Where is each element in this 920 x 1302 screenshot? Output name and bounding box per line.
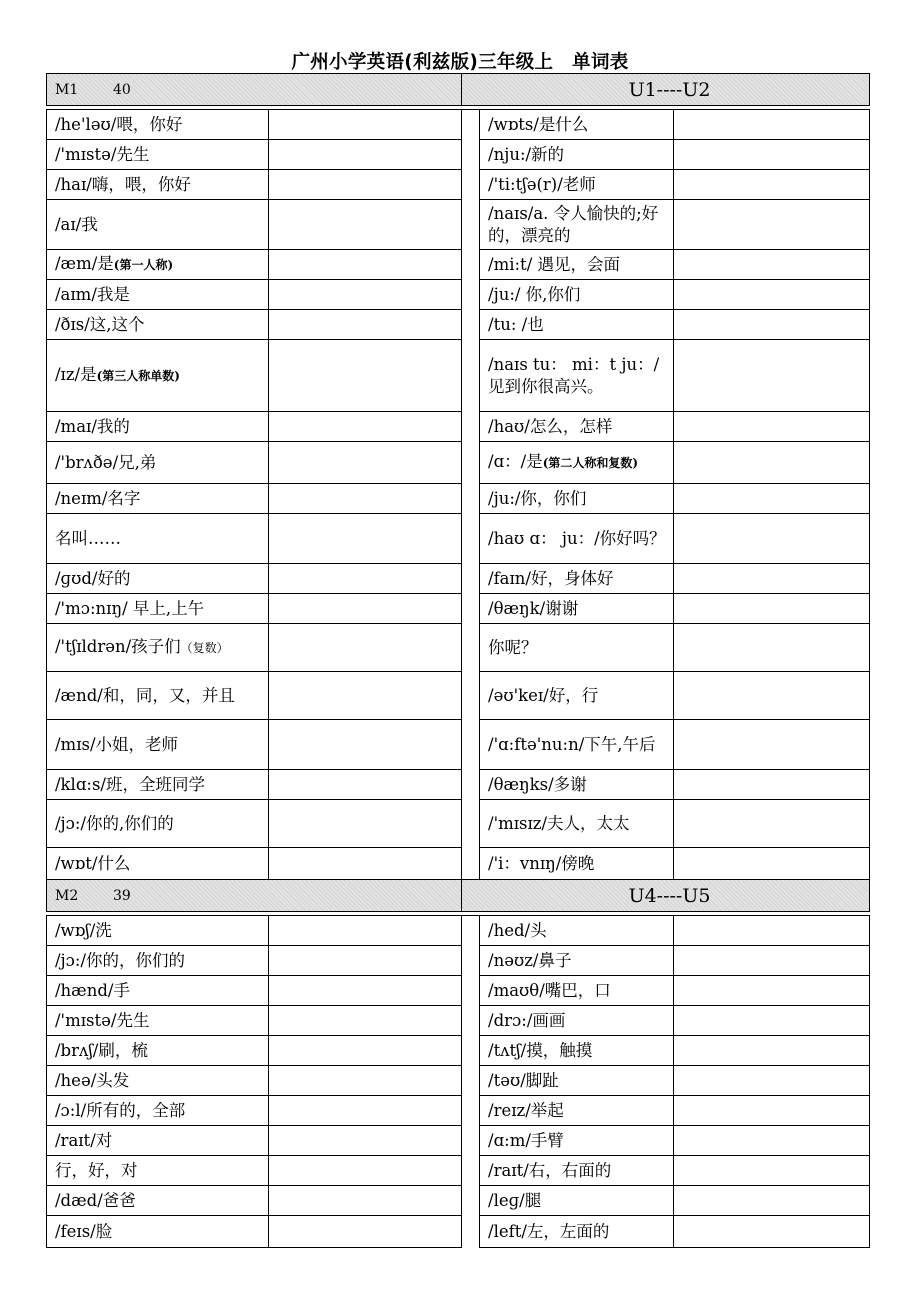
column-gap [462, 514, 480, 564]
word-cell-left [47, 1156, 269, 1186]
word-cell-right [480, 976, 674, 1006]
table-row [47, 110, 870, 140]
blank-cell-right [674, 916, 870, 946]
word-entry: /he'ləʊ/喂，你好 [55, 114, 183, 134]
word-cell-right [480, 672, 674, 720]
blank-cell-right [674, 442, 870, 484]
table-row [47, 310, 870, 340]
word-cell-right [480, 250, 674, 280]
word-entry: /'mɪstə/先生 [55, 144, 150, 164]
blank-cell-right [674, 250, 870, 280]
table-row [47, 1216, 870, 1248]
word-entry: /haɪ/嗨，喂，你好 [55, 174, 191, 194]
column-gap [462, 412, 480, 442]
word-entry: /haʊ ɑ： ju：/你好吗？ [488, 528, 666, 548]
table-row [47, 200, 870, 250]
blank-cell-right [674, 1156, 870, 1186]
vocabulary-table [46, 73, 870, 1248]
word-cell-left [47, 412, 269, 442]
word-cell-left [47, 800, 269, 848]
table-row [47, 1066, 870, 1096]
word-entry: /'tʃɪldrən/孩子们 [55, 637, 181, 656]
word-entry: /wɒʃ/洗 [55, 920, 112, 940]
unit-range: U4----U5 [462, 880, 870, 912]
table-row [47, 672, 870, 720]
word-cell-right [480, 1186, 674, 1216]
word-cell-left [47, 484, 269, 514]
blank-cell-left [269, 1186, 462, 1216]
table-row [47, 170, 870, 200]
unit-range: U1----U2 [462, 74, 870, 106]
table-row [47, 916, 870, 946]
column-gap [462, 564, 480, 594]
word-entry: /θæŋk/谢谢 [488, 598, 579, 618]
column-gap [462, 280, 480, 310]
word-entry: /'mɔ:nɪŋ/ 早上,上午 [55, 598, 205, 618]
table-row [47, 140, 870, 170]
blank-cell-left [269, 1066, 462, 1096]
word-cell-right [480, 1156, 674, 1186]
word-entry: /dæd/爸爸 [55, 1190, 136, 1210]
table-row [47, 1156, 870, 1186]
blank-cell-right [674, 672, 870, 720]
word-entry: /təʊ/脚趾 [488, 1070, 559, 1090]
word-cell-left [47, 110, 269, 140]
word-entry: /mɪs/小姐，老师 [55, 734, 179, 754]
word-cell-right [480, 946, 674, 976]
column-gap [462, 140, 480, 170]
word-cell-left [47, 1126, 269, 1156]
blank-cell-right [674, 1216, 870, 1248]
word-entry: /ɑ:m/手臂 [488, 1130, 564, 1150]
word-cell-left [47, 442, 269, 484]
blank-cell-right [674, 770, 870, 800]
column-gap [462, 976, 480, 1006]
table-row [47, 484, 870, 514]
grammar-note: （复数） [180, 641, 229, 655]
word-entry: /jɔ:/你的,你们的 [55, 813, 174, 833]
blank-cell-left [269, 1036, 462, 1066]
blank-cell-right [674, 1006, 870, 1036]
blank-cell-right [674, 280, 870, 310]
column-gap [462, 170, 480, 200]
word-cell-left [47, 1216, 269, 1248]
word-cell-left [47, 250, 269, 280]
column-gap [462, 800, 480, 848]
word-entry: /mi:t/ 遇见，会面 [488, 254, 620, 274]
word-entry: /tʌtʃ/摸，触摸 [488, 1040, 593, 1060]
blank-cell-right [674, 340, 870, 412]
word-cell-left [47, 140, 269, 170]
blank-cell-left [269, 848, 462, 880]
column-gap [462, 110, 480, 140]
column-gap [462, 1126, 480, 1156]
word-entry: /feɪs/脸 [55, 1221, 113, 1241]
column-gap [462, 770, 480, 800]
word-cell-left [47, 1036, 269, 1066]
word-cell-left [47, 514, 269, 564]
word-entry: /left/左，左面的 [488, 1221, 610, 1241]
column-gap [462, 624, 480, 672]
word-cell-right [480, 170, 674, 200]
word-cell-left [47, 946, 269, 976]
blank-cell-left [269, 946, 462, 976]
word-entry: /leɡ/腿 [488, 1190, 542, 1210]
column-gap [462, 1096, 480, 1126]
word-entry: /neɪm/名字 [55, 488, 141, 508]
word-entry: /'mɪsɪz/夫人，太太 [488, 813, 630, 833]
word-cell-left [47, 1006, 269, 1036]
word-entry: /wɒt/什么 [55, 853, 131, 873]
blank-cell-left [269, 310, 462, 340]
column-gap [462, 1036, 480, 1066]
section-module-cell [47, 74, 462, 106]
blank-cell-left [269, 976, 462, 1006]
blank-cell-left [269, 110, 462, 140]
table-row [47, 1096, 870, 1126]
blank-cell-right [674, 514, 870, 564]
word-entry: /naɪs tu： mi：t ju：/见到你很高兴。 [488, 354, 660, 396]
word-cell-left [47, 624, 269, 672]
word-cell-left [47, 1066, 269, 1096]
word-cell-right [480, 1036, 674, 1066]
word-entry: /brʌʃ/刷，梳 [55, 1040, 148, 1060]
word-cell-right [480, 1216, 674, 1248]
word-cell-left [47, 170, 269, 200]
blank-cell-left [269, 514, 462, 564]
word-cell-right [480, 564, 674, 594]
blank-cell-left [269, 140, 462, 170]
word-entry: /ɪz/是 [55, 365, 97, 384]
table-row [47, 564, 870, 594]
blank-cell-left [269, 1156, 462, 1186]
table-row [47, 624, 870, 672]
word-entry: /tu: /也 [488, 314, 544, 334]
word-cell-right [480, 412, 674, 442]
module-label: M1 [55, 81, 79, 98]
blank-cell-left [269, 412, 462, 442]
table-row [47, 1006, 870, 1036]
word-entry: /ju:/ 你,你们 [488, 284, 581, 304]
table-row [47, 412, 870, 442]
word-cell-left [47, 200, 269, 250]
table-row [47, 720, 870, 770]
blank-cell-left [269, 280, 462, 310]
blank-cell-right [674, 1186, 870, 1216]
word-entry: /ɔ:l/所有的，全部 [55, 1100, 186, 1120]
word-cell-left [47, 672, 269, 720]
blank-cell-left [269, 1096, 462, 1126]
word-entry: /θæŋks/多谢 [488, 774, 587, 794]
grammar-note: (第一人称) [113, 258, 174, 272]
word-entry: 名叫…… [55, 528, 121, 548]
column-gap [462, 1156, 480, 1186]
word-cell-left [47, 916, 269, 946]
word-cell-right [480, 110, 674, 140]
word-cell-right [480, 594, 674, 624]
word-entry: /'brʌðə/兄,弟 [55, 452, 157, 472]
table-row [47, 280, 870, 310]
word-entry: 你呢？ [488, 637, 538, 657]
column-gap [462, 442, 480, 484]
column-gap [462, 946, 480, 976]
word-cell-left [47, 1186, 269, 1216]
section-module-cell [47, 880, 462, 912]
column-gap [462, 200, 480, 250]
blank-cell-right [674, 720, 870, 770]
blank-cell-right [674, 200, 870, 250]
blank-cell-left [269, 800, 462, 848]
word-cell-left [47, 770, 269, 800]
blank-cell-right [674, 800, 870, 848]
word-entry: /raɪt/右，右面的 [488, 1160, 612, 1180]
word-cell-right [480, 442, 674, 484]
column-gap [462, 340, 480, 412]
blank-cell-right [674, 412, 870, 442]
word-cell-left [47, 280, 269, 310]
word-entry: /jɔ:/你的，你们的 [55, 950, 186, 970]
word-entry: /maʊθ/嘴巴，口 [488, 980, 611, 1000]
word-cell-right [480, 720, 674, 770]
word-cell-right [480, 140, 674, 170]
word-entry: /ɑ：/是 [488, 452, 543, 471]
blank-cell-left [269, 170, 462, 200]
table-row [47, 770, 870, 800]
word-cell-left [47, 594, 269, 624]
word-entry: /aɪm/我是 [55, 284, 130, 304]
word-entry: /'ɑ:ftə'nu:n/下午,午后 [488, 734, 656, 754]
column-gap [462, 484, 480, 514]
word-entry: /heə/头发 [55, 1070, 130, 1090]
word-cell-left [47, 1096, 269, 1126]
word-entry: /'i：vnɪŋ/傍晚 [488, 853, 595, 873]
column-gap [462, 310, 480, 340]
word-cell-right [480, 514, 674, 564]
blank-cell-left [269, 770, 462, 800]
blank-cell-left [269, 916, 462, 946]
blank-cell-right [674, 594, 870, 624]
word-cell-right [480, 1126, 674, 1156]
word-cell-left [47, 976, 269, 1006]
word-entry: /ðɪs/这,这个 [55, 314, 145, 334]
blank-cell-right [674, 1096, 870, 1126]
grammar-note: (第二人称和复数) [542, 456, 639, 470]
blank-cell-right [674, 310, 870, 340]
word-entry: /reɪz/举起 [488, 1100, 564, 1120]
table-row [47, 976, 870, 1006]
blank-cell-right [674, 484, 870, 514]
table-row [47, 594, 870, 624]
word-entry: /aɪ/我 [55, 214, 98, 234]
blank-cell-left [269, 1126, 462, 1156]
word-cell-right [480, 848, 674, 880]
blank-cell-right [674, 1126, 870, 1156]
column-gap [462, 848, 480, 880]
word-cell-right [480, 280, 674, 310]
word-entry: /raɪt/对 [55, 1130, 113, 1150]
word-cell-left [47, 720, 269, 770]
blank-cell-left [269, 720, 462, 770]
blank-cell-left [269, 564, 462, 594]
word-entry: /ɡʊd/好的 [55, 568, 131, 588]
word-entry: /əʊ'keɪ/好，行 [488, 685, 599, 705]
word-cell-right [480, 1006, 674, 1036]
column-gap [462, 916, 480, 946]
vocabulary-sheet [46, 73, 869, 1248]
table-row [47, 442, 870, 484]
column-gap [462, 1216, 480, 1248]
table-row [47, 340, 870, 412]
column-gap [462, 1006, 480, 1036]
table-row [47, 1126, 870, 1156]
module-label: M2 [55, 887, 79, 904]
blank-cell-left [269, 340, 462, 412]
blank-cell-left [269, 1216, 462, 1248]
column-gap [462, 720, 480, 770]
word-entry: /ju:/你，你们 [488, 488, 587, 508]
word-entry: /klɑ:s/班，全班同学 [55, 774, 205, 794]
grammar-note: (第三人称单数) [96, 369, 180, 383]
word-entry: /wɒts/是什么 [488, 114, 589, 134]
blank-cell-left [269, 594, 462, 624]
page-title: 广州小学英语(利兹版)三年级上 单词表 [291, 52, 629, 73]
word-cell-left [47, 310, 269, 340]
table-row [47, 514, 870, 564]
table-row [47, 1186, 870, 1216]
word-entry: /æm/是 [55, 254, 114, 273]
blank-cell-right [674, 1036, 870, 1066]
word-cell-right [480, 916, 674, 946]
word-entry: /faɪn/好，身体好 [488, 568, 614, 588]
word-entry: /ænd/和，同，又，并且 [55, 685, 235, 705]
column-gap [462, 250, 480, 280]
table-row [47, 1036, 870, 1066]
section-header [47, 880, 870, 912]
word-cell-right [480, 800, 674, 848]
table-row [47, 848, 870, 880]
word-cell-right [480, 624, 674, 672]
word-entry: /nju:/新的 [488, 144, 565, 164]
blank-cell-right [674, 1066, 870, 1096]
blank-cell-left [269, 624, 462, 672]
table-row [47, 800, 870, 848]
word-entry: /haʊ/怎么，怎样 [488, 416, 613, 436]
column-gap [462, 1186, 480, 1216]
word-entry: /drɔ:/画画 [488, 1010, 566, 1030]
blank-cell-right [674, 848, 870, 880]
word-cell-right [480, 200, 674, 250]
column-gap [462, 594, 480, 624]
blank-cell-left [269, 250, 462, 280]
column-gap [462, 1066, 480, 1096]
blank-cell-right [674, 170, 870, 200]
column-gap [462, 672, 480, 720]
word-entry: /hænd/手 [55, 980, 130, 1000]
word-cell-left [47, 848, 269, 880]
word-count: 39 [113, 887, 131, 904]
word-entry: /naɪs/a. 令人愉快的;好的，漂亮的 [488, 203, 659, 245]
word-cell-right [480, 310, 674, 340]
table-row [47, 250, 870, 280]
word-entry: /hed/头 [488, 920, 547, 940]
table-row [47, 946, 870, 976]
word-entry: /'mɪstə/先生 [55, 1010, 150, 1030]
word-cell-right [480, 1096, 674, 1126]
blank-cell-right [674, 946, 870, 976]
blank-cell-left [269, 1006, 462, 1036]
word-count: 40 [113, 81, 131, 98]
section-header [47, 74, 870, 106]
word-cell-right [480, 1066, 674, 1096]
blank-cell-left [269, 484, 462, 514]
word-cell-right [480, 484, 674, 514]
blank-cell-right [674, 110, 870, 140]
blank-cell-left [269, 200, 462, 250]
word-entry: 行，好，对 [55, 1160, 138, 1180]
word-entry: /nəʊz/鼻子 [488, 950, 572, 970]
blank-cell-right [674, 140, 870, 170]
word-cell-left [47, 564, 269, 594]
blank-cell-right [674, 624, 870, 672]
blank-cell-right [674, 564, 870, 594]
word-entry: /maɪ/我的 [55, 416, 130, 436]
blank-cell-left [269, 672, 462, 720]
word-entry: /'ti:tʃə(r)/老师 [488, 174, 596, 194]
blank-cell-left [269, 442, 462, 484]
word-cell-right [480, 770, 674, 800]
blank-cell-right [674, 976, 870, 1006]
word-cell-left [47, 340, 269, 412]
word-cell-right [480, 340, 674, 412]
